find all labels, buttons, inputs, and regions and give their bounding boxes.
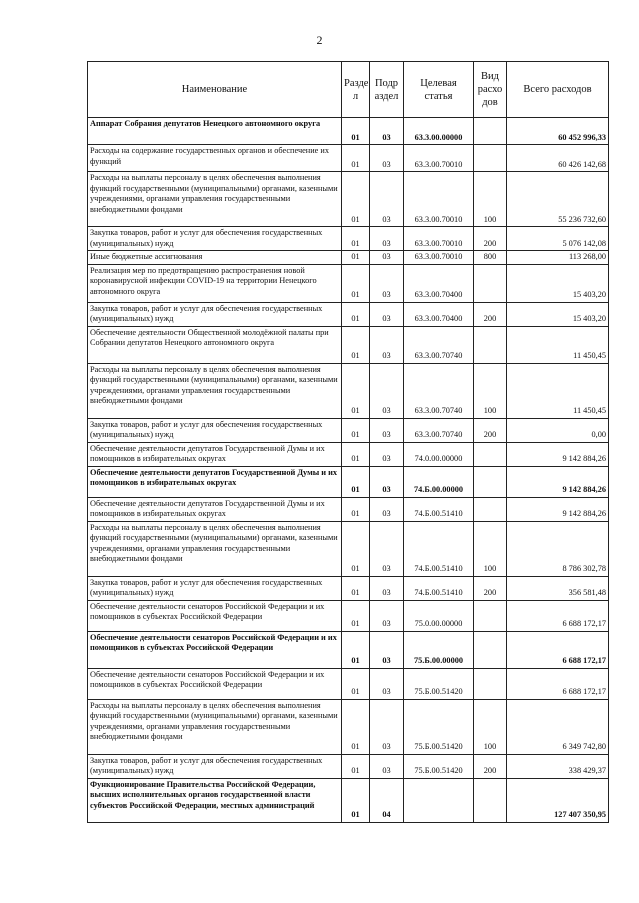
row-podrazdel: 03 (370, 172, 404, 227)
row-name: Аппарат Собрания депутатов Ненецкого автономного округа (88, 118, 342, 145)
row-expense-type: 200 (474, 754, 507, 778)
row-total: 60 426 142,68 (507, 145, 609, 172)
table-row (88, 754, 609, 778)
row-podrazdel: 03 (370, 326, 404, 363)
row-name: Закупка товаров, работ и услуг для обеспечения государственных (муниципальных) нужд (88, 302, 342, 326)
row-target-article: 75.Б.00.51420 (404, 699, 474, 754)
header-row (88, 62, 609, 118)
row-podrazdel: 03 (370, 442, 404, 466)
row-target-article (404, 778, 474, 822)
row-target-article: 74.Б.00.51410 (404, 521, 474, 576)
table-row (88, 418, 609, 442)
table-row (88, 521, 609, 576)
row-total: 6 688 172,17 (507, 631, 609, 668)
row-podrazdel: 03 (370, 754, 404, 778)
row-expense-type (474, 497, 507, 521)
table-row (88, 600, 609, 631)
row-expense-type: 200 (474, 227, 507, 251)
row-target-article: 63.3.00.70010 (404, 251, 474, 265)
row-expense-type (474, 631, 507, 668)
table-row (88, 302, 609, 326)
row-razdel: 01 (342, 497, 370, 521)
row-total: 338 429,37 (507, 754, 609, 778)
row-name: Закупка товаров, работ и услуг для обеспечения государственных (муниципальных) нужд (88, 418, 342, 442)
row-total: 15 403,20 (507, 302, 609, 326)
row-total: 11 450,45 (507, 326, 609, 363)
row-expense-type (474, 145, 507, 172)
row-target-article: 63.3.00.70010 (404, 172, 474, 227)
row-razdel: 01 (342, 418, 370, 442)
row-razdel: 01 (342, 251, 370, 265)
row-total: 127 407 350,95 (507, 778, 609, 822)
row-razdel: 01 (342, 778, 370, 822)
table-row (88, 631, 609, 668)
header-total: Всего расходов (507, 62, 609, 118)
table-row (88, 442, 609, 466)
row-target-article: 74.Б.00.00000 (404, 466, 474, 497)
row-name: Закупка товаров, работ и услуг для обеспечения государственных (муниципальных) нужд (88, 576, 342, 600)
row-total: 60 452 996,33 (507, 118, 609, 145)
row-name: Расходы на содержание государственных органов и обеспечение их функций (88, 145, 342, 172)
table-row (88, 576, 609, 600)
row-total: 8 786 302,78 (507, 521, 609, 576)
row-name: Закупка товаров, работ и услуг для обеспечения государственных (муниципальных) нужд (88, 227, 342, 251)
table-row (88, 699, 609, 754)
row-razdel: 01 (342, 754, 370, 778)
row-target-article: 63.3.00.70740 (404, 326, 474, 363)
row-razdel: 01 (342, 363, 370, 418)
row-target-article: 74.Б.00.51410 (404, 497, 474, 521)
row-target-article: 75.Б.00.51420 (404, 668, 474, 699)
row-razdel: 01 (342, 227, 370, 251)
table-row (88, 778, 609, 822)
row-total: 11 450,45 (507, 363, 609, 418)
row-podrazdel: 03 (370, 576, 404, 600)
row-expense-type: 100 (474, 363, 507, 418)
row-podrazdel: 03 (370, 118, 404, 145)
row-total: 9 142 884,26 (507, 466, 609, 497)
page-number: 2 (316, 33, 323, 47)
row-razdel: 01 (342, 442, 370, 466)
row-name: Обеспечение деятельности сенаторов Российской Федерации и их помощников в субъектах Российской Федерации (88, 631, 342, 668)
row-target-article: 75.Б.00.51420 (404, 754, 474, 778)
row-podrazdel: 03 (370, 302, 404, 326)
row-name: Расходы на выплаты персоналу в целях обеспечения выполнения функций государственными (муниципальными) органами, казенными учреждениями, органами управления государственными внебюджетными фондами (88, 521, 342, 576)
row-total: 0,00 (507, 418, 609, 442)
row-name: Расходы на выплаты персоналу в целях обеспечения выполнения функций государственными (муниципальными) органами, казенными учреждениями, органами управления государственными внебюджетными фондами (88, 699, 342, 754)
row-total: 5 076 142,08 (507, 227, 609, 251)
row-total: 6 349 742,80 (507, 699, 609, 754)
row-razdel: 01 (342, 326, 370, 363)
row-target-article: 75.Б.00.00000 (404, 631, 474, 668)
row-razdel: 01 (342, 699, 370, 754)
row-total: 356 581,48 (507, 576, 609, 600)
header-expense-type: Вид расхо дов (474, 62, 507, 118)
row-podrazdel: 03 (370, 418, 404, 442)
row-expense-type (474, 668, 507, 699)
row-podrazdel: 03 (370, 668, 404, 699)
row-expense-type: 100 (474, 521, 507, 576)
row-name: Обеспечение деятельности сенаторов Российской Федерации и их помощников в субъектах Российской Федерации (88, 668, 342, 699)
row-razdel: 01 (342, 172, 370, 227)
row-target-article: 63.3.00.00000 (404, 118, 474, 145)
row-target-article: 74.Б.00.51410 (404, 576, 474, 600)
row-target-article: 63.3.00.70400 (404, 302, 474, 326)
row-target-article: 63.3.00.70400 (404, 264, 474, 302)
row-name: Расходы на выплаты персоналу в целях обеспечения выполнения функций государственными (муниципальными) органами, казенными учреждениями, органами управления государственными внебюджетными фондами (88, 363, 342, 418)
row-razdel: 01 (342, 600, 370, 631)
row-name: Закупка товаров, работ и услуг для обеспечения государственных (муниципальных) нужд (88, 754, 342, 778)
row-expense-type: 100 (474, 699, 507, 754)
row-podrazdel: 03 (370, 521, 404, 576)
table-row (88, 497, 609, 521)
row-expense-type (474, 264, 507, 302)
row-razdel: 01 (342, 631, 370, 668)
row-podrazdel: 03 (370, 264, 404, 302)
row-razdel: 01 (342, 145, 370, 172)
table-row (88, 264, 609, 302)
table-row (88, 326, 609, 363)
row-total: 113 268,00 (507, 251, 609, 265)
table-row (88, 466, 609, 497)
row-podrazdel: 03 (370, 145, 404, 172)
row-name: Расходы на выплаты персоналу в целях обеспечения выполнения функций государственными (муниципальными) органами, казенными учреждениями, органами управления государственными внебюджетными фондами (88, 172, 342, 227)
row-total: 6 688 172,17 (507, 668, 609, 699)
row-target-article: 75.0.00.00000 (404, 600, 474, 631)
row-podrazdel: 03 (370, 466, 404, 497)
row-expense-type (474, 778, 507, 822)
table-row (88, 145, 609, 172)
row-podrazdel: 03 (370, 251, 404, 265)
row-expense-type (474, 466, 507, 497)
row-target-article: 63.3.00.70010 (404, 227, 474, 251)
row-total: 9 142 884,26 (507, 497, 609, 521)
row-podrazdel: 03 (370, 631, 404, 668)
row-total: 9 142 884,26 (507, 442, 609, 466)
header-podrazdel: Подр аздел (370, 62, 404, 118)
header-razdel: Разде л (342, 62, 370, 118)
table-body (88, 118, 609, 823)
row-expense-type: 200 (474, 418, 507, 442)
row-name: Иные бюджетные ассигнования (88, 251, 342, 265)
row-podrazdel: 03 (370, 497, 404, 521)
row-podrazdel: 03 (370, 600, 404, 631)
header-name: Наименование (88, 62, 342, 118)
row-target-article: 63.3.00.70740 (404, 363, 474, 418)
row-target-article: 74.0.00.00000 (404, 442, 474, 466)
row-razdel: 01 (342, 118, 370, 145)
row-name: Обеспечение деятельности депутатов Государственной Думы и их помощников в избирательных округах (88, 442, 342, 466)
table-row (88, 172, 609, 227)
row-total: 6 688 172,17 (507, 600, 609, 631)
row-name: Обеспечение деятельности депутатов Государственной Думы и их помощников в избирательных округах (88, 497, 342, 521)
row-razdel: 01 (342, 576, 370, 600)
row-expense-type (474, 118, 507, 145)
table-row (88, 668, 609, 699)
row-expense-type (474, 600, 507, 631)
row-podrazdel: 04 (370, 778, 404, 822)
row-name: Обеспечение деятельности сенаторов Российской Федерации и их помощников в субъектах Российской Федерации (88, 600, 342, 631)
row-expense-type: 800 (474, 251, 507, 265)
row-razdel: 01 (342, 668, 370, 699)
row-podrazdel: 03 (370, 363, 404, 418)
row-expense-type: 100 (474, 172, 507, 227)
row-razdel: 01 (342, 466, 370, 497)
table-row (88, 251, 609, 265)
row-expense-type: 200 (474, 576, 507, 600)
table-row (88, 118, 609, 145)
header-target-article: Целевая статья (404, 62, 474, 118)
row-razdel: 01 (342, 302, 370, 326)
row-expense-type: 200 (474, 302, 507, 326)
row-name: Функционирование Правительства Российской Федерации, высших исполнительных органов государственной власти субъектов Российской Федерации, местных администраций (88, 778, 342, 822)
row-target-article: 63.3.00.70010 (404, 145, 474, 172)
row-podrazdel: 03 (370, 227, 404, 251)
row-name: Обеспечение деятельности Общественной молодёжной палаты при Собрании депутатов Ненецкого автономного округа (88, 326, 342, 363)
row-name: Обеспечение деятельности депутатов Государственной Думы и их помощников в избирательных округах (88, 466, 342, 497)
row-expense-type (474, 442, 507, 466)
row-total: 55 236 732,60 (507, 172, 609, 227)
table-row (88, 227, 609, 251)
table-row (88, 363, 609, 418)
row-razdel: 01 (342, 264, 370, 302)
row-name: Реализация мер по предотвращению распространения новой коронавирусной инфекции COVID-19 на территории Ненецкого автономного округа (88, 264, 342, 302)
budget-table (87, 61, 609, 823)
row-total: 15 403,20 (507, 264, 609, 302)
row-expense-type (474, 326, 507, 363)
row-razdel: 01 (342, 521, 370, 576)
row-target-article: 63.3.00.70740 (404, 418, 474, 442)
row-podrazdel: 03 (370, 699, 404, 754)
